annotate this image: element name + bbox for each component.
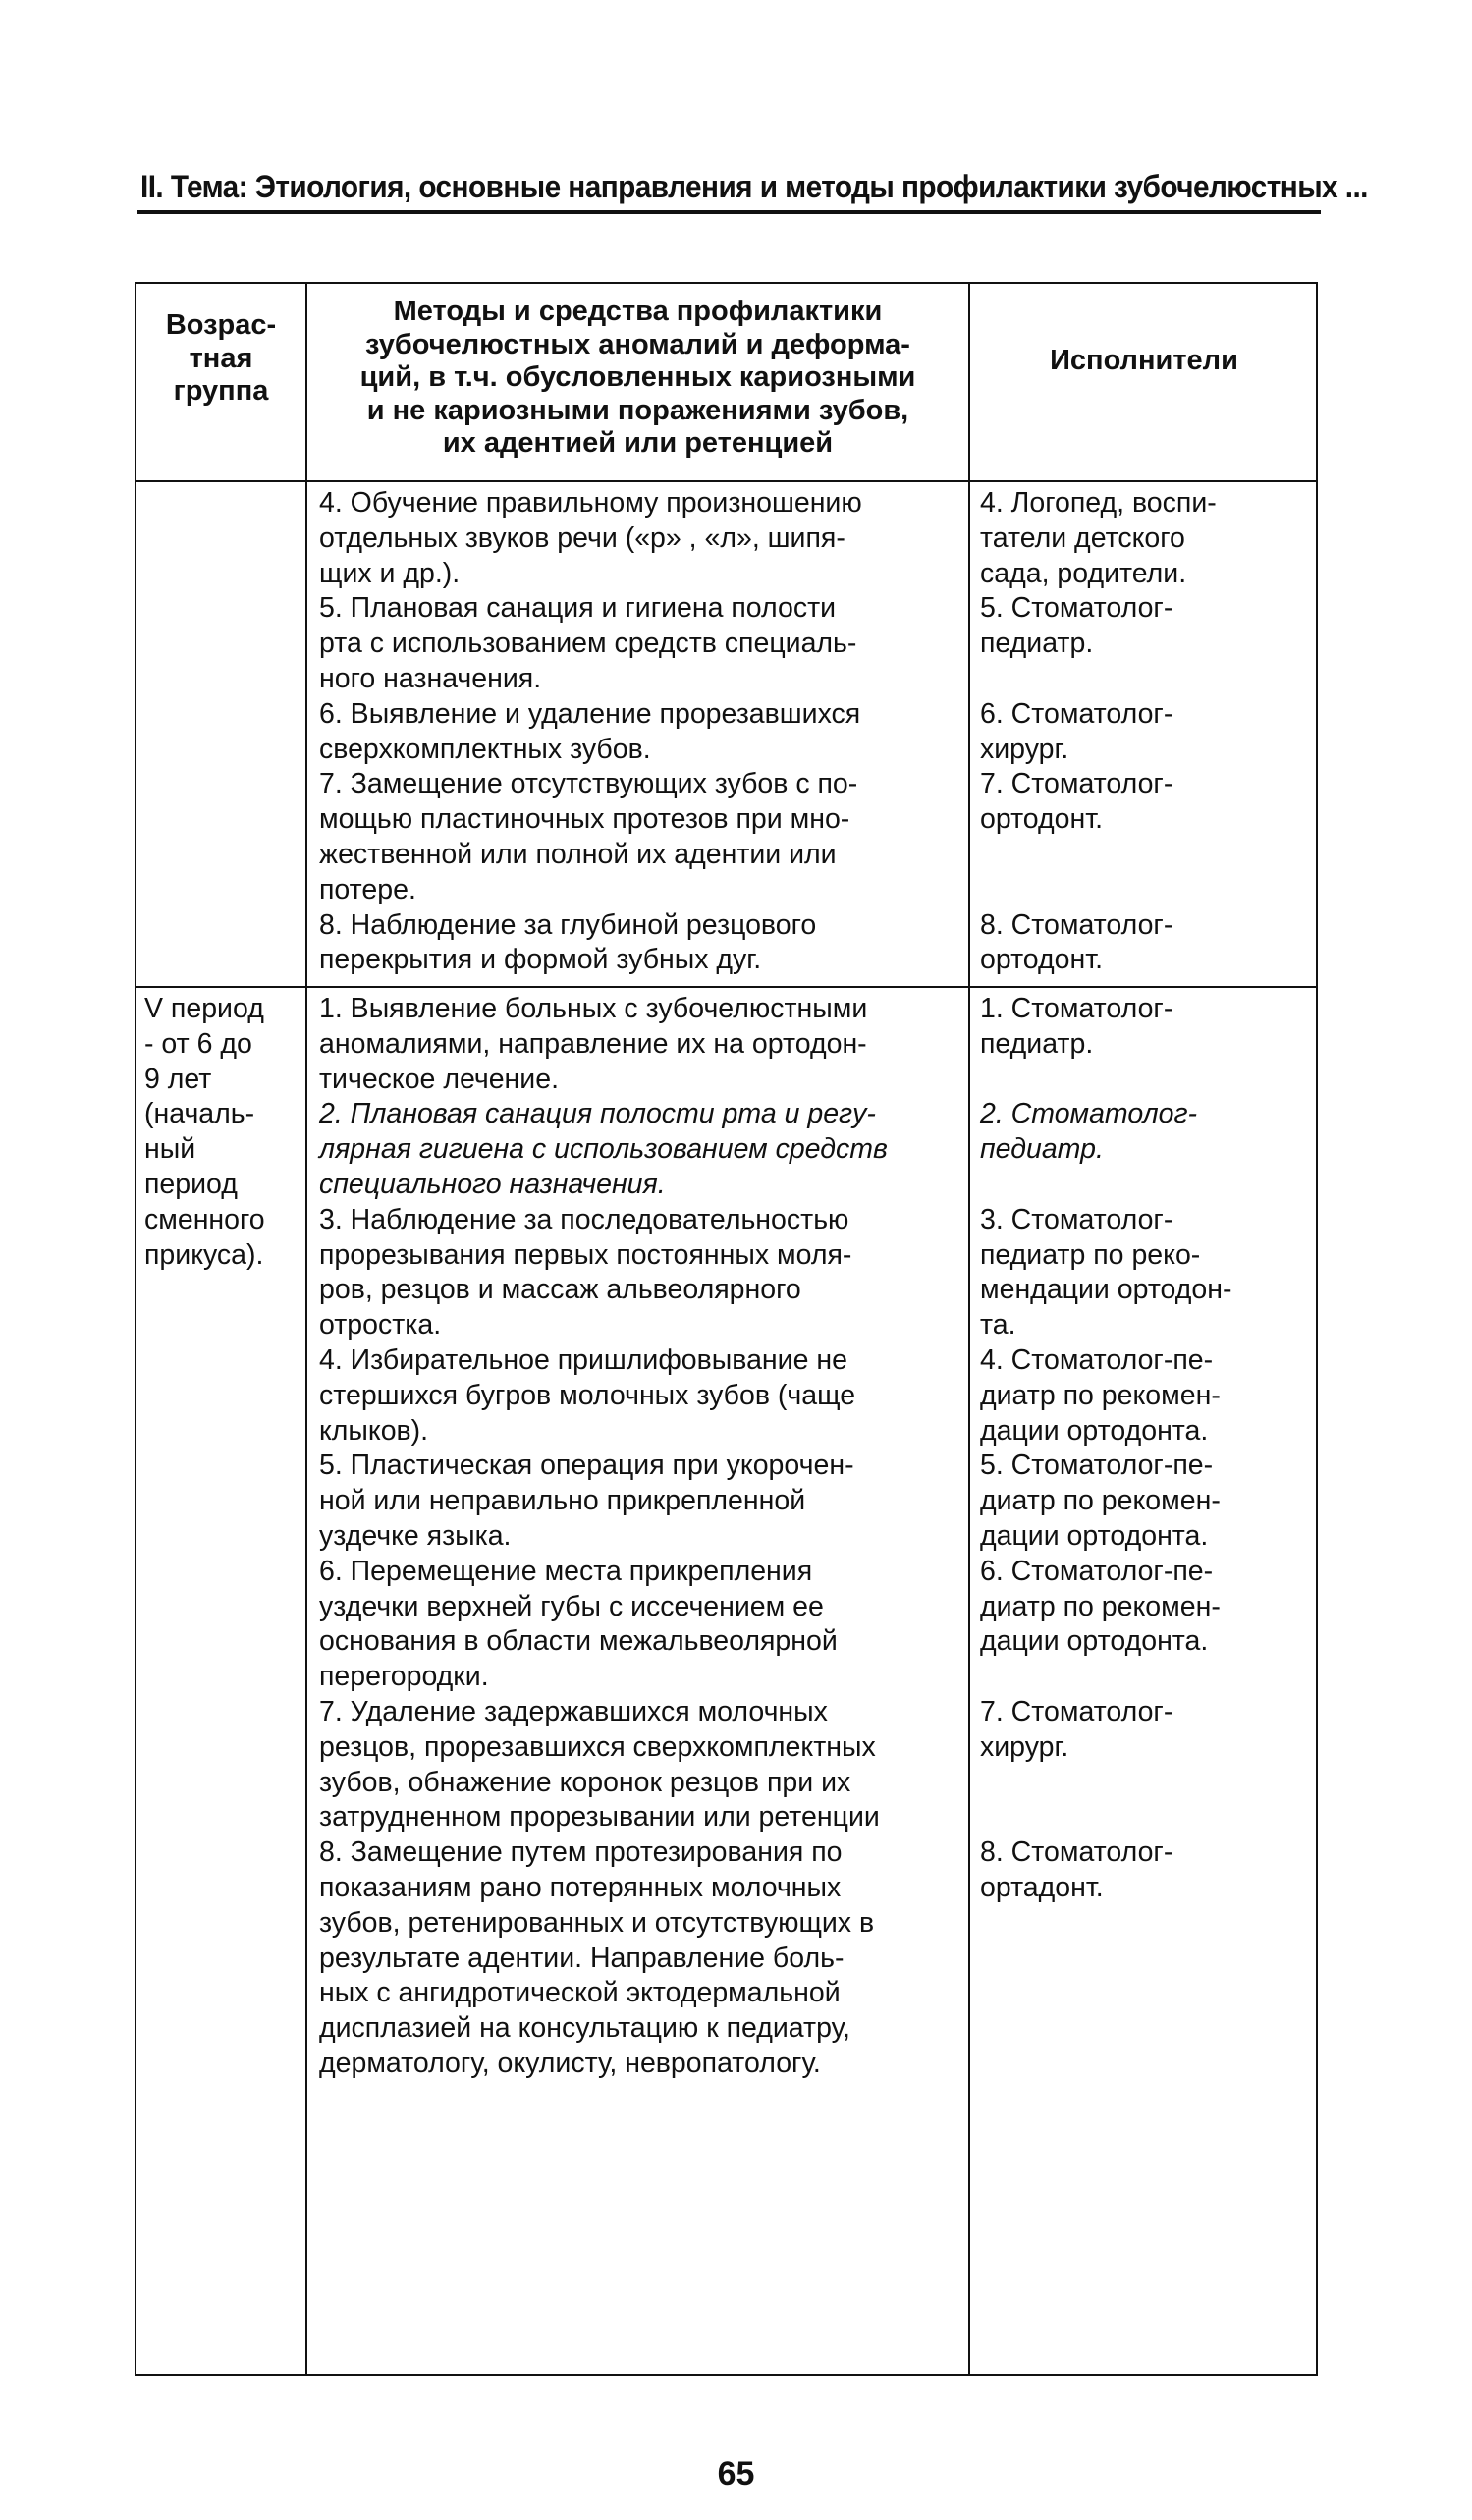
method-item: 8. Наблюдение за глубиной резцового перекрытия и формой зубных дуг. [319,908,817,976]
column-divider-1 [305,284,307,2374]
executor-item: 8. Стоматолог- ортодонт. [980,908,1173,976]
method-item: 6. Перемещение места прикрепления уздечки верхней губы с иссечением ее основания в области межальвеолярной перегородки. [319,1555,838,1693]
executor-item: 6. Стоматолог-пе- диатр по рекомен- дации ортодонта. [980,1555,1221,1658]
method-item: 5. Плановая санация и гигиена полости рта с использованием средств специаль- ного назначения. [319,592,857,694]
prophylaxis-table [135,282,1318,2376]
section-divider [136,986,1316,988]
method-item: 8. Замещение путем протезирования по показаниям рано потерянных молочных зубов, ретенированных и отсутствующих в результате адентии. Направление боль- ных с ангидротической эктодермальной дисплазией на консультацию к педиатру, дерматологу, окулисту, невропатологу. [319,1836,875,2079]
executor-item: 7. Стоматолог- ортодонт. [980,768,1173,836]
method-item: 7. Удаление задержавшихся молочных резцов, прорезавшихся сверхкомплектных зубов, обнажение коронок резцов при их затрудненном прорезывании или ретенции [319,1695,880,1834]
executor-item: 3. Стоматолог- педиатр по реко- мендации ортодон- та. [980,1203,1232,1342]
running-head: II. Тема: Этиология, основные направления и методы профилактики зубочелюстных ... [140,169,1368,204]
page-number: 65 [717,2455,755,2493]
method-item: 2. Плановая санация полости рта и регу- лярная гигиена с использованием средств специального назначения. [319,1098,888,1200]
header-divider [136,480,1316,482]
executor-item: 4. Логопед, воспи- татели детского сада, родители. [980,487,1217,589]
running-head-rule [137,210,1321,214]
section1-executors [980,486,1314,978]
section2-age-group: V период - от 6 до 9 лет (началь- ный период сменного прикуса). [144,993,265,1271]
executor-item: 8. Стоматолог- ортадонт. [980,1836,1173,1903]
header-executors: Исполнители [1050,345,1238,376]
method-item: 7. Замещение отсутствующих зубов с по- мощью пластиночных протезов при мно- жественной или полной их адентии или потере. [319,768,858,905]
column-divider-2 [968,284,970,2374]
method-item: 4. Избирательное пришлифовывание не стершихся бугров молочных зубов (чаще клыков). [319,1343,856,1447]
method-item: 4. Обучение правильному произношению отдельных звуков речи («р» , «л», шипя- щих и др.). [319,487,862,589]
executor-item: 6. Стоматолог- хирург. [980,697,1173,765]
executor-item: 5. Стоматолог-пе- диатр по рекомен- дации ортодонта. [980,1450,1221,1552]
method-item: 3. Наблюдение за последовательностью прорезывания первых постоянных моля- ров, резцов и массаж альвеолярного отростка. [319,1203,852,1342]
executor-item: 5. Стоматолог- педиатр. [980,592,1173,660]
header-age-group: Возрас- тная группа [165,309,277,407]
method-item: 6. Выявление и удаление прорезавшихся сверхкомплектных зубов. [319,697,861,765]
section2-methods [319,992,962,2082]
section2-executors [980,992,1314,1906]
executor-item: 7. Стоматолог- хирург. [980,1695,1173,1763]
header-methods: Методы и средства профилактики зубочелюстных аномалий и деформа- ций, в т.ч. обусловленных кариозными и не кариозными поражениями зубов, их адентией или ретенцией [359,296,916,459]
executor-item: 1. Стоматолог- педиатр. [980,993,1173,1060]
executor-item: 2. Стоматолог- педиатр. [980,1098,1198,1166]
method-item: 5. Пластическая операция при укорочен- ной или неправильно прикрепленной уздечке языка. [319,1450,854,1552]
section1-methods [319,486,962,978]
method-item: 1. Выявление больных с зубочелюстными аномалиями, направление их на ортодон- тическое лечение. [319,993,868,1095]
executor-item: 4. Стоматолог-пе- диатр по рекомен- дации ортодонта. [980,1343,1221,1447]
